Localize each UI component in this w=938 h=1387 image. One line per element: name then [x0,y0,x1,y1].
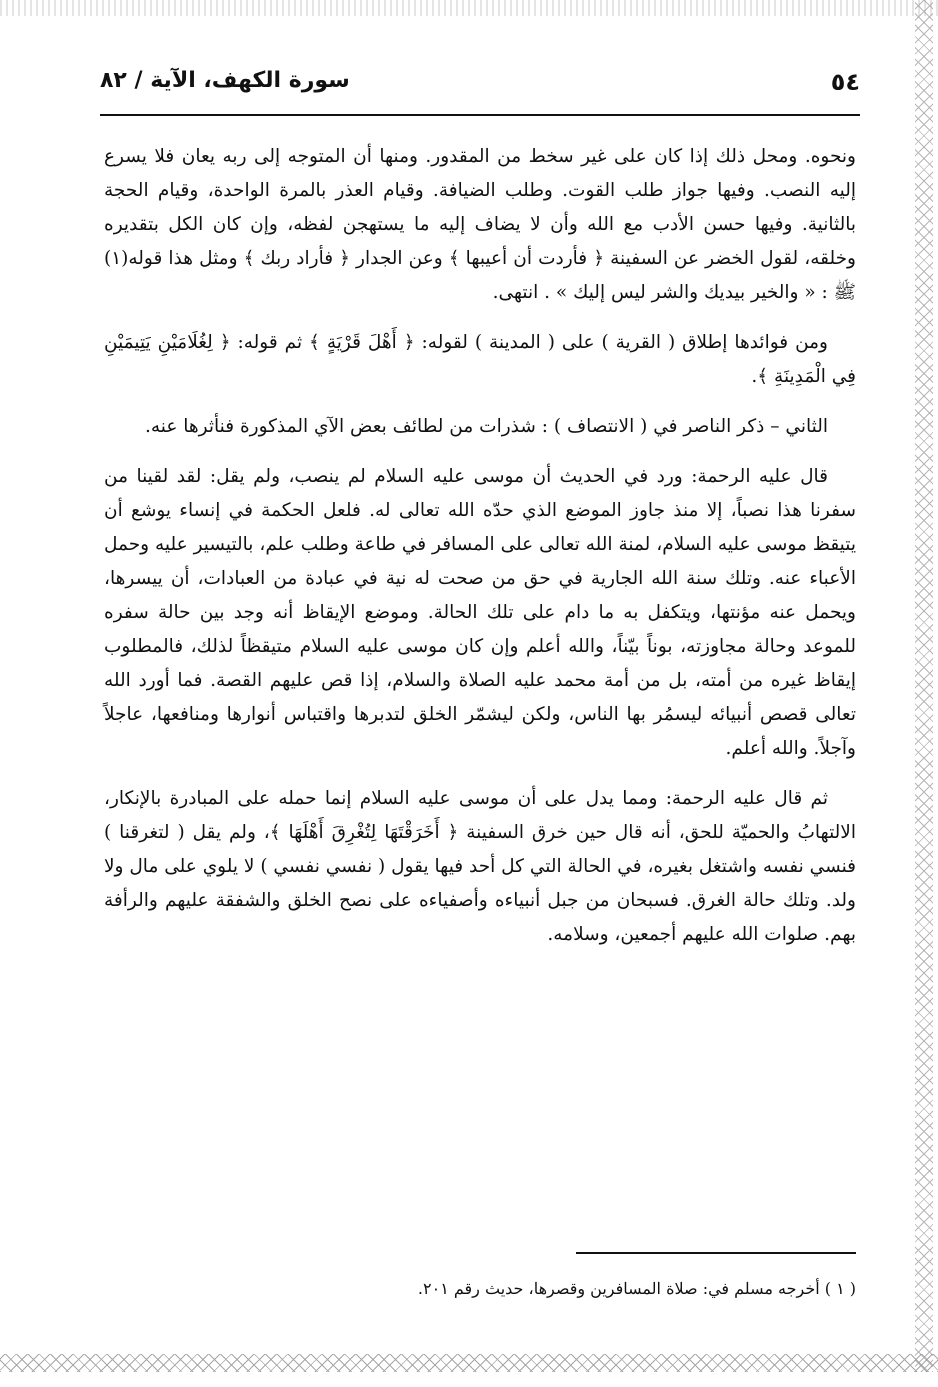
main-text [104,140,856,952]
page-header [100,66,860,110]
paragraph: الثاني – ذكر الناصر في ( الانتصاف ) : شذرات من لطائف بعض الآي المذكورة فنأثرها عنه. [144,416,828,437]
running-title: سورة الكهف، الآية / ٨٢ [100,68,350,93]
footnote-rule [576,1252,856,1254]
paragraph: ومن فوائدها إطلاق ( القرية ) على ( المدينة ) لقوله: ﴿ أَهْلَ قَرْيَةٍ ﴾ ثم قوله: ﴿ لِغُلَامَيْنِ يَتِيمَيْنِ فِي الْمَدِينَةِ ﴾. [104,332,856,387]
header-rule [100,114,860,116]
decorative-side-border [915,0,933,1372]
footnote: ( ١ ) أخرجه مسلم في: صلاة المسافرين وقصرها، حديث رقم ٢٠١. [417,1279,856,1298]
decorative-top-border [0,0,938,16]
paragraph: ثم قال عليه الرحمة: ومما يدل على أن موسى عليه السلام إنما حمله على المبادرة بالإنكار، الالتهابُ والحميّة للحق، أنه قال حين خرق السفينة ﴿ أَخَرَقْتَهَا لِتُغْرِقَ أَهْلَهَا ﴾، ولم يقل ( لتغرقنا ) فنسي نفسه واشتغل بغيره، في الحالة التي كل أحد فيها يقول ( نفسي نفسي ) لا يلوي على مال ولا ولد. وتلك حالة الغرق. فسبحان من جبل أنبياءه وأصفياءه على نصح الخلق والشفقة عليهم والرأفة بهم. صلوات الله عليهم أجمعين، وسلامه. [104,788,856,945]
decorative-bottom-border [0,1354,938,1372]
paragraph: قال عليه الرحمة: ورد في الحديث أن موسى عليه السلام لم ينصب، ولم يقل: لقد لقينا من سفرنا هذا نصباً، إلا منذ جاوز الموضع الذي حدّه الله تعالى له. فلعل الحكمة في إنساء يوشع أن يتيقظ موسى عليه السلام، لمنة الله تعالى على المسافر في طاعة وطلب علم، بالتيسير عليه وحمل الأعباء عنه. وتلك سنة الله الجارية في حق من صحت له نية في عبادة من العبادات، أن ييسرها، ويحمل عنه مؤنتها، ويتكفل به ما دام على تلك الحالة. وموضع الإيقاظ أنه وجد بين حالة سفره للموعد وحالة مجاوزته، بوناً بيّناً، والله أعلم وإن كان موسى عليه السلام متيقظاً لذلك، فالمطلوب إيقاظ غيره من أمته، بل من أمة محمد عليه الصلاة والسلام، إذا قص عليهم القصة. فما أورد الله تعالى قصص أنبيائه ليسمُر بها الناس، ولكن ليشمّر الخلق لتدبرها واقتباس أنوارها ومنافعها، عاجلاً وآجلاً. والله أعلم. [104,466,856,759]
page-number: ٥٤ [830,68,860,96]
paragraph: ونحوه. ومحل ذلك إذا كان على غير سخط من المقدور. ومنها أن المتوجه إلى ربه يعان فلا يسرع إليه النصب. وفيها جواز طلب القوت. وطلب الضيافة. وقيام العذر بالمرة الواحدة، وقيام الحجة بالثانية. وفيها حسن الأدب مع الله وأن لا يضاف إليه ما يستهجن لفظه، وإن كان الكل بتقديره وخلقه، لقول الخضر عن السفينة ﴿ فأردت أن أعيبها ﴾ وعن الجدار ﴿ فأراد ربك ﴾ ومثل هذا قوله(١) ﷺ : « والخير بيديك والشر ليس إليك » . انتهى. [104,146,856,303]
